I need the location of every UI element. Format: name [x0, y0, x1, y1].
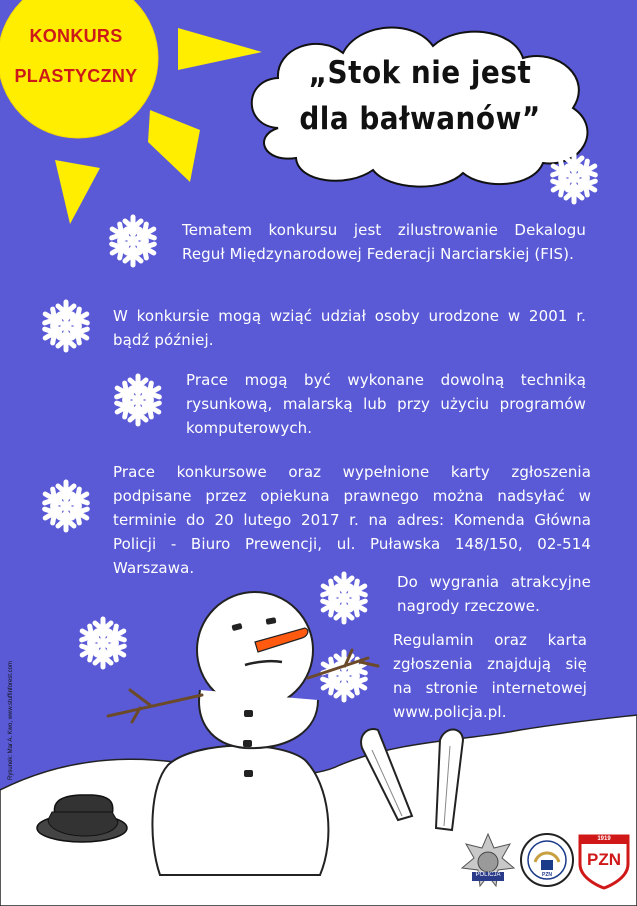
- snowflake-icon: [38, 478, 94, 534]
- illustration-credit: Rysunek: Mar A. Kwo, www.stuffinforest.com: [8, 661, 14, 780]
- paragraph-submission: Prace konkursowe oraz wypełnione karty zgłoszenia podpisane przez opiekuna prawnego można nadsyłać w terminie do 20 lutego 2017 r. na adres: Komenda Główna Policji - Biuro Prewencji, ul. Puławska 148/150, 02-514 Warszawa.: [113, 463, 591, 577]
- title-line1: „Stok nie jest: [308, 55, 532, 91]
- paragraph-theme: Tematem konkursu jest zilustrowanie Dekalogu Reguł Międzynarodowej Federacji Narciarskiej (FIS).: [182, 221, 586, 263]
- badge-line2: PLASTYCZNY: [14, 66, 138, 86]
- paragraph-rules: Regulamin oraz karta zgłoszenia znajdują się na stronie internetowej www.policja.pl.: [393, 631, 587, 721]
- badge-line1: KONKURS: [29, 26, 123, 46]
- snowflake-icon: [546, 150, 602, 206]
- page-title: [275, 50, 565, 142]
- snowflake-icon: [110, 372, 166, 428]
- paragraph-eligibility: W konkursie mogą wziąć udział osoby urodzone w 2001 r. bądź później.: [113, 307, 586, 349]
- paragraph-technique: Prace mogą być wykonane dowolną techniką rysunkową, malarską lub przy użyciu programów komputerowych.: [186, 371, 586, 437]
- police-logo-label: POLICJA: [475, 872, 501, 878]
- federation-seal-logo: [519, 832, 575, 888]
- title-line2: dla bałwanów”: [299, 101, 541, 137]
- snowflake-icon: [38, 298, 94, 354]
- federation-seal-label: PZN: [542, 872, 552, 878]
- police-logo: [458, 832, 518, 888]
- paragraph-prizes: Do wygrania atrakcyjne nagrody rzeczowe.: [397, 573, 591, 615]
- pzn-year: 1919: [597, 836, 611, 842]
- snowflake-icon: [105, 213, 161, 269]
- pzn-logo-label: PZN: [587, 850, 621, 869]
- contest-badge: [6, 16, 146, 96]
